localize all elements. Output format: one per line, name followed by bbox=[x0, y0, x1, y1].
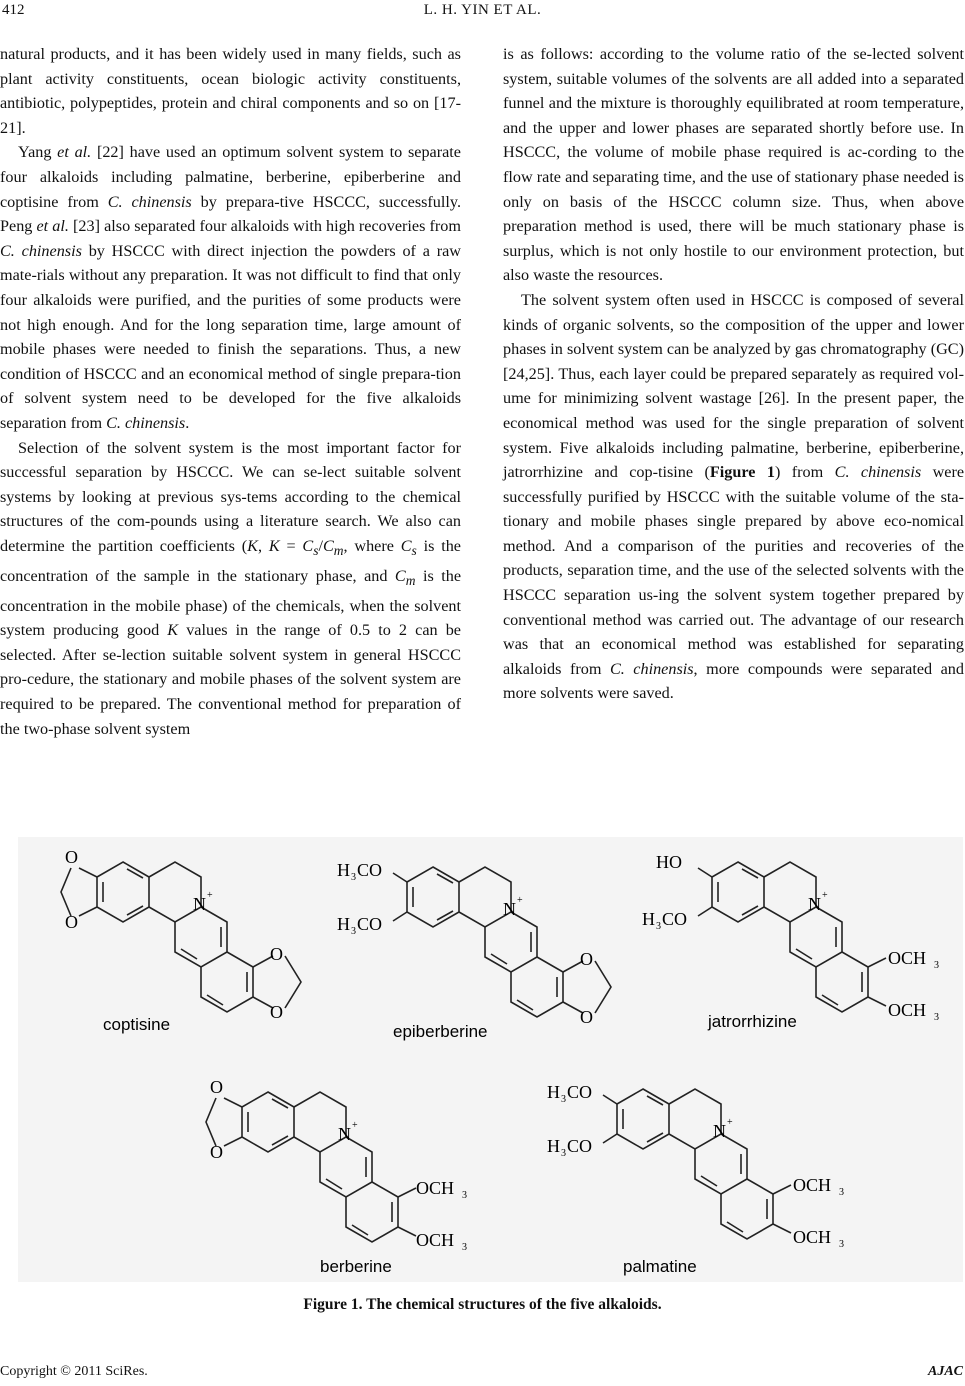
left-paragraph-2: Yang et al. [22] have used an optimum solvent system to separate four alkaloids including palmatine, berberine, epiberberine and coptisine from C. chinensis by prepara-tive HSCCC, successfully. Peng et al. [23] also separated four alkaloids with high recoveries from C. chinensis by HSCCC with direct injection the powders of a raw mate-rials without any preparation. It was not difficult to find that only four alkaloids were purified, and the purities of some products were not high enough. And for the long separation time, large amount of mobile phases were needed to finish the separations. Thus, a new condition of HSCCC and an economical method of single prepara-tion of solvent system need to be developed for the five alkaloids separation from C. chinensis. bbox=[0, 143, 461, 432]
left-paragraph-1: natural products, and it has been widely used in many fields, such as plant activity constituents, ocean biologic activity constituents, antibiotic, polypeptides, protein and chiral components and so on [17-21]. bbox=[0, 45, 461, 137]
svg-text:H: H bbox=[642, 909, 655, 929]
svg-text:+: + bbox=[822, 890, 828, 901]
right-column bbox=[503, 42, 964, 706]
svg-text:3: 3 bbox=[351, 926, 356, 937]
svg-text:3: 3 bbox=[656, 921, 661, 932]
svg-text:H: H bbox=[547, 1082, 560, 1102]
svg-text:+: + bbox=[207, 890, 213, 901]
structures-drawing bbox=[18, 837, 963, 1282]
left-column bbox=[0, 42, 461, 741]
svg-text:N: N bbox=[713, 1121, 726, 1141]
figure-reference: Figure 1 bbox=[709, 463, 775, 482]
svg-text:O: O bbox=[270, 1002, 283, 1022]
svg-text:O: O bbox=[270, 944, 283, 964]
svg-text:O: O bbox=[210, 1142, 223, 1162]
svg-text:3: 3 bbox=[839, 1239, 844, 1250]
svg-text:N: N bbox=[338, 1124, 351, 1144]
svg-text:N: N bbox=[193, 894, 206, 914]
svg-text:3: 3 bbox=[934, 1012, 939, 1023]
svg-text:3: 3 bbox=[351, 872, 356, 883]
svg-text:O: O bbox=[65, 912, 78, 932]
svg-text:O: O bbox=[580, 949, 593, 969]
right-paragraph-2: The solvent system often used in HSCCC is composed of several kinds of organic solvents, so the composition of the upper and lower phases in solvent system can be analyzed by gas chromatography (GC) [24,25]. Thus, each layer could be prepared separately as required vol-ume for minimizing solvent wastage [26]. In the present paper, the economical method was used for the single preparation of solvent system. Five alkaloids including palmatine, berberine, epiberberine, jatrorrhizine and cop-tisine (Figure 1) from C. chinensis were successfully purified by HSCCC with the suitable volume of the sta-tionary and mobile phases single prepared by above eco-nomical method. And a comparison of the purities and recoveries of the products, separation time, and the use of the selected solvents with the HSCCC separation us-ing the solvent system together prepared by conventional method was carried out. The advantage of our research was that an economical method was established for separating alkaloids from C. chinensis, more compounds were separated and more solvents were saved. bbox=[503, 290, 965, 703]
svg-text:H: H bbox=[337, 860, 350, 880]
svg-text:3: 3 bbox=[462, 1190, 467, 1201]
label-berberine: berberine bbox=[320, 1257, 392, 1276]
svg-text:CO: CO bbox=[662, 909, 688, 929]
copyright: Copyright © 2011 SciRes. bbox=[0, 1364, 148, 1379]
svg-text:3: 3 bbox=[561, 1094, 566, 1105]
journal-abbrev: AJAC bbox=[927, 1364, 963, 1379]
svg-text:CO: CO bbox=[357, 860, 383, 880]
svg-text:CO: CO bbox=[567, 1082, 593, 1102]
svg-text:OCH: OCH bbox=[416, 1178, 455, 1198]
molecule-palmatine bbox=[547, 1082, 844, 1276]
svg-text:3: 3 bbox=[462, 1242, 467, 1253]
svg-text:CO: CO bbox=[567, 1136, 593, 1156]
molecule-epiberberine bbox=[337, 860, 611, 1041]
svg-text:+: + bbox=[352, 1120, 358, 1131]
svg-text:+: + bbox=[517, 895, 523, 906]
svg-text:3: 3 bbox=[561, 1148, 566, 1159]
svg-text:N: N bbox=[808, 894, 821, 914]
label-coptisine: coptisine bbox=[103, 1015, 171, 1034]
page-number: 412 bbox=[2, 2, 25, 18]
figure-chemical-structures bbox=[18, 837, 963, 1282]
svg-text:OCH: OCH bbox=[793, 1227, 832, 1247]
left-paragraph-3: Selection of the solvent system is the most important factor for successful separation by HSCCC. We can se-lect suitable solvent systems by looking at previous sys-tems according to the chemical structures of the com-pounds using a literature search. We also can determine the partition coefficients (K, $K = C_s/C_m$, where $C_s$ is the concentration of the sample in the stationary phase, and $C_m$ is the concentration in the mobile phase) of the chemicals, when the solvent system producing good K values in the range of 0.5 to 2 can be selected. After se-lection suitable solvent system in general HSCCC pro-cedure, the stationary and mobile phases of the solvent system are required to be prepared. The conventional method for preparation of the two-phase solvent system bbox=[0, 438, 461, 738]
svg-text:HO: HO bbox=[656, 852, 682, 872]
molecule-berberine bbox=[206, 1077, 467, 1276]
right-paragraph-1: is as follows: according to the volume ratio of the se-lected solvent system, suitable volumes of the solvents are all added into a separated funnel and the mixture is thoroughly equilibrated at room temperature, and the upper and lower phases are separated shortly before use. In HSCCC, the volume of mobile phase required is ac-cording to the flow rate and separating time, and the use of stationary phase needed is only on basis of the HSCCC column size. Thus, when above preparation method is used, there will be much stationary phase is surplus, which is not only hostile to our environment protection, but also waste the resources. bbox=[503, 45, 964, 285]
svg-text:3: 3 bbox=[839, 1187, 844, 1198]
svg-text:CO: CO bbox=[357, 914, 383, 934]
svg-text:N: N bbox=[503, 899, 516, 919]
svg-text:OCH: OCH bbox=[416, 1230, 455, 1250]
label-palmatine: palmatine bbox=[623, 1257, 697, 1276]
svg-text:OCH: OCH bbox=[888, 948, 927, 968]
svg-text:O: O bbox=[65, 847, 78, 867]
label-jatrorrhizine: jatrorrhizine bbox=[708, 1012, 797, 1031]
svg-text:OCH: OCH bbox=[793, 1175, 832, 1195]
svg-text:H: H bbox=[547, 1136, 560, 1156]
molecule-jatrorrhizine bbox=[642, 852, 939, 1031]
page-header bbox=[0, 2, 965, 24]
svg-text:O: O bbox=[210, 1077, 223, 1097]
svg-text:O: O bbox=[580, 1007, 593, 1027]
svg-text:OCH: OCH bbox=[888, 1000, 927, 1020]
svg-text:H: H bbox=[337, 914, 350, 934]
running-head: L. H. YIN ET AL. bbox=[423, 2, 542, 18]
svg-text:3: 3 bbox=[934, 960, 939, 971]
molecule-coptisine bbox=[61, 847, 301, 1034]
figure-caption: Figure 1. The chemical structures of the five alkaloids. bbox=[303, 1296, 662, 1313]
svg-text:+: + bbox=[727, 1117, 733, 1128]
label-epiberberine: epiberberine bbox=[393, 1022, 488, 1041]
